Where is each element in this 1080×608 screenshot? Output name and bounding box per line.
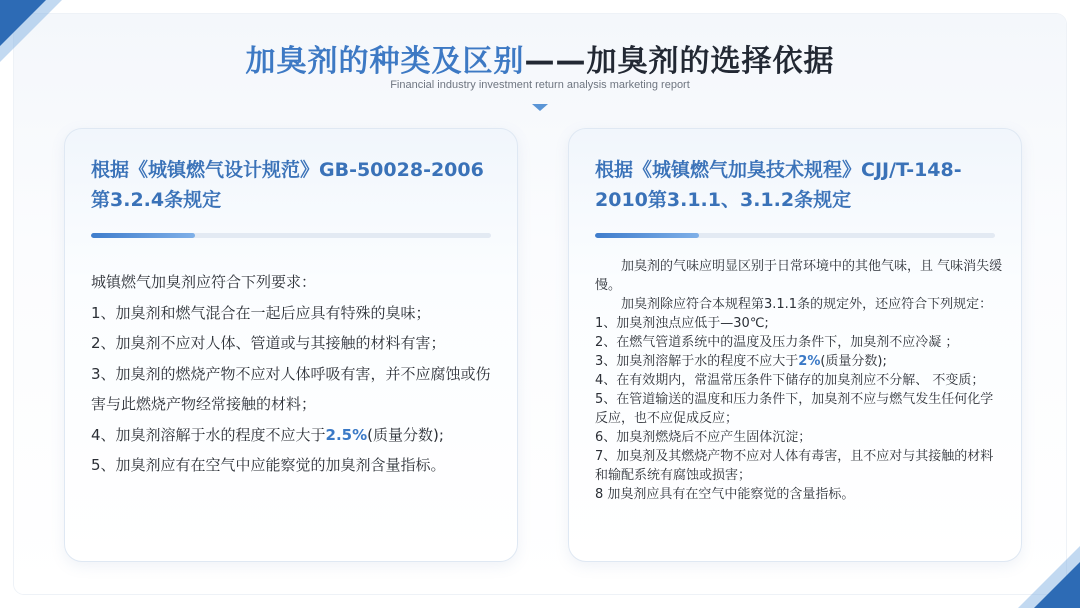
page-subtitle: Financial industry investment return analysis marketing report bbox=[390, 79, 690, 91]
right-card-body bbox=[595, 257, 1005, 504]
left-item-2: 2、加臭剂不应对人体、管道或与其接触的材料有害； bbox=[91, 334, 446, 352]
left-regulation-card bbox=[64, 128, 518, 562]
right-regulation-card bbox=[568, 128, 1022, 562]
left-card-title: 根据《城镇燃气设计规范》GB-50028-2006第3.2.4条规定 bbox=[91, 159, 484, 211]
right-item-6: 6、加臭剂燃烧后不应产生固体沉淀； bbox=[595, 430, 812, 445]
right-item-3-unit: (质量分数); bbox=[820, 354, 887, 369]
right-item-3-text: 3、加臭剂溶解于水的程度不应大于 bbox=[595, 354, 799, 369]
right-item-8: 8 加臭剂应具有在空气中能察觉的含量指标。 bbox=[595, 487, 855, 502]
right-item-2: 2、在燃气管道系统中的温度及压力条件下，加臭剂不应冷凝 ； bbox=[595, 335, 959, 350]
corner-accent-bottom-right bbox=[1034, 562, 1080, 608]
page-title bbox=[0, 36, 1080, 80]
right-item-5: 5、在管道输送的温度和压力条件下，加臭剂不应与燃气发生任何化学反应，也不应促成反应； bbox=[595, 392, 994, 426]
left-item-1: 1、加臭剂和燃气混合在一起后应具有特殊的臭味； bbox=[91, 303, 431, 322]
down-triangle-icon bbox=[532, 104, 548, 111]
left-card-divider-bar bbox=[91, 233, 491, 238]
left-item-4-highlight: 2.5% bbox=[325, 425, 368, 444]
left-card-body bbox=[91, 267, 501, 481]
left-intro: 城镇燃气加臭剂应符合下列要求： bbox=[91, 273, 317, 291]
right-card-divider-bar bbox=[595, 233, 995, 238]
left-item-4 bbox=[91, 420, 501, 451]
left-item-4-unit: (质量分数); bbox=[367, 425, 444, 444]
right-para-1: 加臭剂的气味应明显区别于日常环境中的其他气味，且 气味消失缓慢。 bbox=[595, 259, 1003, 293]
right-item-3 bbox=[595, 352, 1005, 371]
left-item-3: 3、加臭剂的燃烧产物不应对人体呼吸有害，并不应腐蚀或伤害与此燃烧产物经常接触的材料； bbox=[91, 364, 491, 413]
right-item-3-highlight: 2% bbox=[798, 354, 821, 369]
left-item-4-text: 4、加臭剂溶解于水的程度不应大于 bbox=[91, 425, 326, 444]
right-item-7: 7、加臭剂及其燃烧产物不应对人体有毒害，且不应对与其接触的材料和输配系统有腐蚀或损害； bbox=[595, 449, 994, 483]
title-part-sub: ——加臭剂的选择依据 bbox=[524, 44, 835, 79]
title-part-main: 加臭剂的种类及区别 bbox=[245, 44, 525, 79]
left-item-5: 5、加臭剂应有在空气中应能察觉的加臭剂含量指标。 bbox=[91, 456, 446, 474]
right-para-2: 加臭剂除应符合本规程第3.1.1条的规定外，还应符合下列规定： bbox=[621, 297, 993, 312]
right-item-4: 4、在有效期内，常温常压条件下储存的加臭剂应不分解、 不变质； bbox=[595, 373, 985, 388]
right-item-1: 1、加臭剂浊点应低于—30℃; bbox=[595, 316, 769, 331]
right-card-title: 根据《城镇燃气加臭技术规程》CJJ/T-148-2010第3.1.1、3.1.2条规定 bbox=[595, 159, 962, 211]
